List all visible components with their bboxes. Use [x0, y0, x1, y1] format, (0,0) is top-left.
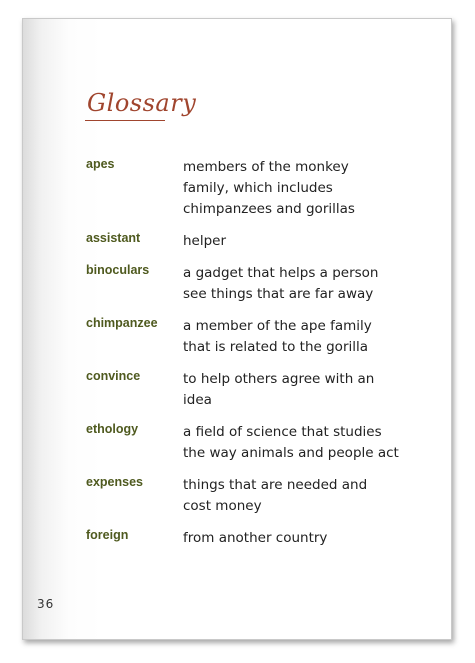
glossary-definition — [183, 475, 433, 517]
definition-line: helper — [183, 233, 227, 249]
glossary-definition — [183, 231, 433, 252]
definition-line: to help others agree with an — [183, 371, 375, 387]
definition-line: members of the monkey — [183, 159, 349, 175]
page-number: 36 — [37, 597, 55, 611]
glossary-term: binoculars — [86, 263, 150, 277]
book-page — [22, 18, 452, 640]
glossary-term: apes — [86, 157, 115, 171]
glossary-term: convince — [86, 369, 141, 383]
glossary-term: foreign — [86, 528, 129, 542]
definition-line: family, which includes — [183, 180, 333, 196]
glossary-term: chimpanzee — [86, 316, 158, 330]
glossary-title: Glossary — [87, 89, 197, 117]
definition-line: a field of science that studies — [183, 424, 382, 440]
glossary-definition — [183, 528, 433, 549]
glossary-term: expenses — [86, 475, 143, 489]
definition-line: that is related to the gorilla — [183, 339, 369, 355]
definition-line: idea — [183, 392, 212, 408]
definition-line: things that are needed and — [183, 477, 368, 493]
glossary-term: ethology — [86, 422, 139, 436]
glossary-definition — [183, 263, 433, 305]
glossary-list — [23, 19, 451, 639]
definition-line: a gadget that helps a person — [183, 265, 379, 281]
glossary-definition — [183, 157, 433, 220]
definition-line: a member of the ape family — [183, 318, 372, 334]
definition-line: cost money — [183, 498, 262, 514]
definition-line: chimpanzees and gorillas — [183, 201, 355, 217]
definition-line: see things that are far away — [183, 286, 374, 302]
glossary-definition — [183, 369, 433, 411]
glossary-definition — [183, 316, 433, 358]
glossary-definition — [183, 422, 433, 464]
definition-line: the way animals and people act — [183, 445, 399, 461]
glossary-term: assistant — [86, 231, 141, 245]
definition-line: from another country — [183, 530, 328, 546]
